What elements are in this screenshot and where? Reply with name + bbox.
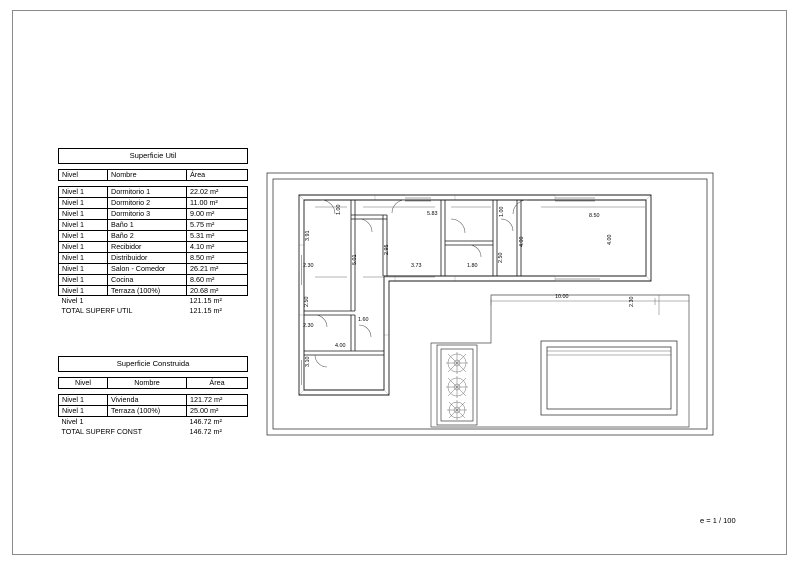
cell-nombre: Dormitorio 1 <box>108 187 187 198</box>
cell-nivel: Nivel 1 <box>59 406 108 417</box>
table-row <box>59 285 248 296</box>
table-title-row <box>59 357 248 372</box>
cell-nivel: Nivel 1 <box>59 395 108 406</box>
subtotal-label: Nivel 1 <box>61 417 84 427</box>
total-value: 146.72 m² <box>189 427 222 437</box>
dim-text: 2.30 <box>629 296 635 307</box>
cell-area: 8.60 m² <box>187 274 248 285</box>
dim-text: 4.00 <box>607 234 613 245</box>
cell-nombre: Dormitorio 2 <box>108 198 187 209</box>
table-row <box>59 263 248 274</box>
cell-area: 26.21 m² <box>187 263 248 274</box>
table-subtotal-row <box>59 296 248 306</box>
table-total-row <box>59 306 248 316</box>
table-row <box>59 274 248 285</box>
column-header-nombre: Nombre <box>108 378 187 389</box>
table-row <box>59 252 248 263</box>
subtotal-value: 146.72 m² <box>189 417 222 427</box>
dim-text: 5.83 <box>427 211 438 217</box>
terrace-outline <box>431 295 689 427</box>
subtotal-label: Nivel 1 <box>61 296 84 306</box>
table-row <box>59 209 248 220</box>
table-title-row <box>59 149 248 164</box>
table-superficie-util <box>58 148 248 316</box>
cell-nombre: Vivienda <box>108 395 187 406</box>
cell-nombre: Terraza (100%) <box>108 285 187 296</box>
cell-nombre: Cocina <box>108 274 187 285</box>
cell-nivel: Nivel 1 <box>59 274 108 285</box>
cell-nombre: Terraza (100%) <box>108 406 187 417</box>
dim-text: 2.30 <box>303 263 314 269</box>
subtotal-value: 121.15 m² <box>189 296 222 306</box>
cell-area: 5.75 m² <box>187 220 248 231</box>
cell-area: 11.00 m² <box>187 198 248 209</box>
table-row <box>59 187 248 198</box>
cell-nombre: Distribuidor <box>108 252 187 263</box>
cell-area: 25.00 m² <box>187 406 248 417</box>
dim-text: 3.91 <box>305 230 311 241</box>
column-header-nivel: Nivel <box>59 170 108 181</box>
dim-text: 1.00 <box>499 206 505 217</box>
cell-nivel: Nivel 1 <box>59 241 108 252</box>
table-total-row <box>59 427 248 437</box>
table-header-row <box>59 378 248 389</box>
total-value: 121.15 m² <box>189 306 222 316</box>
table-row <box>59 198 248 209</box>
column-header-area: Área <box>187 170 248 181</box>
scale-note: e = 1 / 100 <box>700 516 736 525</box>
table-row <box>59 230 248 241</box>
cell-area: 5.31 m² <box>187 230 248 241</box>
table-row <box>59 241 248 252</box>
garden-bed <box>437 345 477 425</box>
table-title: Superficie Util <box>59 149 248 164</box>
cell-area: 8.50 m² <box>187 252 248 263</box>
dim-text: 1.00 <box>336 204 342 215</box>
table-row <box>59 395 248 406</box>
table-row <box>59 220 248 231</box>
floor-plan-drawing <box>255 155 725 455</box>
cell-area: 20.68 m² <box>187 285 248 296</box>
cell-nombre: Salon - Comedor <box>108 263 187 274</box>
table-title: Superficie Construida <box>59 357 248 372</box>
cell-nivel: Nivel 1 <box>59 230 108 241</box>
dim-text: 10.00 <box>555 294 569 300</box>
table-row <box>59 406 248 417</box>
cell-nombre: Recibidor <box>108 241 187 252</box>
dim-text: 3.10 <box>305 356 311 367</box>
cell-nivel: Nivel 1 <box>59 285 108 296</box>
dim-text: 1.60 <box>358 317 369 323</box>
swimming-pool <box>541 341 677 415</box>
cell-nombre: Baño 1 <box>108 220 187 231</box>
cell-nivel: Nivel 1 <box>59 263 108 274</box>
cell-nivel: Nivel 1 <box>59 209 108 220</box>
column-header-nombre: Nombre <box>108 170 187 181</box>
dim-text: 2.50 <box>304 296 310 307</box>
table-superficie-construida <box>58 356 248 437</box>
cell-area: 4.10 m² <box>187 241 248 252</box>
dim-text: 8.50 <box>589 213 600 219</box>
dim-text: 1.80 <box>467 263 478 269</box>
cell-nivel: Nivel 1 <box>59 220 108 231</box>
cell-nivel: Nivel 1 <box>59 187 108 198</box>
total-label: TOTAL SUPERF CONST <box>61 427 143 437</box>
table-subtotal-row <box>59 417 248 427</box>
dim-text: 3.73 <box>411 263 422 269</box>
cell-area: 121.72 m² <box>187 395 248 406</box>
dim-text: 5.01 <box>352 254 358 265</box>
cell-nivel: Nivel 1 <box>59 198 108 209</box>
dimension-labels <box>303 205 635 368</box>
column-header-nivel: Nivel <box>59 378 108 389</box>
door-swings <box>315 200 527 367</box>
window-openings <box>299 195 600 385</box>
table-header-row <box>59 170 248 181</box>
cell-area: 9.00 m² <box>187 209 248 220</box>
dim-text: 2.95 <box>384 244 390 255</box>
dim-text: 4.00 <box>335 343 346 349</box>
total-label: TOTAL SUPERF UTIL <box>61 306 133 316</box>
cell-nivel: Nivel 1 <box>59 252 108 263</box>
dim-text: 2.30 <box>303 323 314 329</box>
cell-nombre: Baño 2 <box>108 230 187 241</box>
dim-text: 2.50 <box>498 252 504 263</box>
cell-area: 22.02 m² <box>187 187 248 198</box>
column-header-area: Área <box>187 378 248 389</box>
cell-nombre: Dormitorio 3 <box>108 209 187 220</box>
interior-partitions <box>304 200 521 355</box>
dim-text: 4.00 <box>519 236 525 247</box>
